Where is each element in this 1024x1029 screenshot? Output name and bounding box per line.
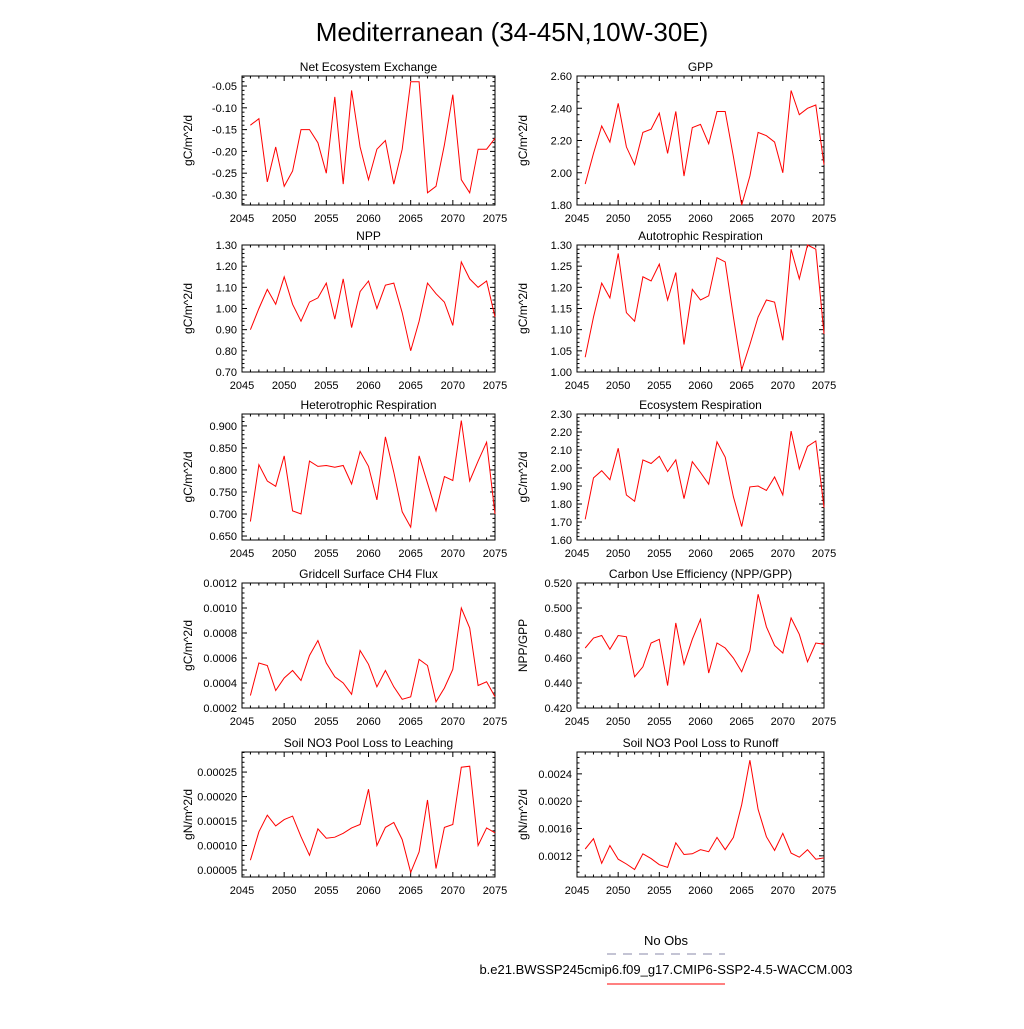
chart-panel [181,60,507,225]
y-tick-label: 1.80 [551,200,572,212]
chart-title: Gridcell Surface CH4 Flux [299,567,438,581]
plot-frame [577,414,824,540]
x-tick-label: 2045 [230,885,254,897]
y-tick-label: 0.00015 [197,816,237,828]
y-axis-label: gC/m^2/d [181,452,195,503]
chart-panel [181,398,507,560]
y-tick-label: 1.05 [551,346,572,358]
x-tick-label: 2075 [812,548,836,560]
chart-title: Heterotrophic Respiration [300,398,436,412]
y-tick-label: 0.800 [209,465,237,477]
y-tick-label: 1.20 [216,261,237,273]
y-tick-label: 2.40 [551,103,572,115]
plot-frame [577,752,824,877]
chart-panel [181,567,507,728]
y-tick-label: 1.80 [551,499,572,511]
x-tick-label: 2045 [230,380,254,392]
y-tick-label: 0.80 [216,346,237,358]
x-tick-label: 2055 [647,885,671,897]
plot-frame [242,245,495,372]
legend-obs-label: No Obs [644,933,689,948]
y-tick-label: 1.00 [216,304,237,316]
y-tick-label: 0.0012 [538,851,572,863]
y-axis-label: gN/m^2/d [181,789,195,840]
y-tick-label: -0.05 [212,81,237,93]
y-axis-label: gC/m^2/d [181,115,195,166]
y-tick-label: 0.750 [209,487,237,499]
y-tick-label: 1.20 [551,282,572,294]
x-tick-label: 2065 [398,213,422,225]
y-tick-label: 0.0016 [538,824,572,836]
y-tick-label: 0.460 [544,653,572,665]
plot-frame [242,583,495,708]
x-tick-label: 2075 [483,885,507,897]
plot-frame [242,414,495,540]
x-tick-label: 2060 [688,716,712,728]
y-tick-label: 0.700 [209,509,237,521]
x-tick-label: 2070 [771,213,795,225]
chart-panel [181,736,507,897]
plot-frame [577,76,824,205]
legend [479,933,852,984]
y-tick-label: 1.10 [216,282,237,294]
x-tick-label: 2045 [230,548,254,560]
x-tick-label: 2065 [398,548,422,560]
x-tick-label: 2070 [441,213,465,225]
y-tick-label: 1.30 [551,240,572,252]
x-tick-label: 2075 [812,213,836,225]
x-tick-label: 2055 [314,548,338,560]
x-tick-label: 2055 [647,213,671,225]
chart-panel [516,736,836,897]
y-tick-label: 2.20 [551,427,572,439]
y-axis-label: gN/m^2/d [516,789,530,840]
y-tick-label: 0.500 [544,603,572,615]
x-tick-label: 2050 [606,885,630,897]
y-tick-label: 1.00 [551,367,572,379]
x-tick-label: 2050 [272,885,296,897]
x-tick-label: 2055 [647,716,671,728]
y-tick-label: 1.10 [551,325,572,337]
y-tick-label: 0.00020 [197,792,237,804]
y-tick-label: 1.15 [551,304,572,316]
x-tick-label: 2065 [729,380,753,392]
plot-frame [577,583,824,708]
y-tick-label: 0.0010 [203,603,237,615]
x-tick-label: 2075 [812,380,836,392]
y-axis-label: gC/m^2/d [516,452,530,503]
x-tick-label: 2050 [606,380,630,392]
y-tick-label: 0.0004 [203,678,237,690]
chart-title: Soil NO3 Pool Loss to Leaching [284,736,453,750]
x-tick-label: 2055 [314,213,338,225]
y-axis-label: gC/m^2/d [181,283,195,334]
x-tick-label: 2065 [729,885,753,897]
y-tick-label: 0.440 [544,678,572,690]
series-line [250,262,495,351]
x-tick-label: 2065 [398,380,422,392]
x-tick-label: 2065 [729,716,753,728]
y-tick-label: 0.520 [544,578,572,590]
y-tick-label: -0.20 [212,146,237,158]
y-tick-label: -0.15 [212,125,237,137]
plot-frame [242,752,495,877]
y-tick-label: 1.30 [216,240,237,252]
x-tick-label: 2060 [356,716,380,728]
x-tick-label: 2065 [729,548,753,560]
y-tick-label: 0.420 [544,703,572,715]
chart-title: NPP [356,229,381,243]
y-tick-label: 0.00005 [197,865,237,877]
y-tick-label: 0.0012 [203,578,237,590]
x-tick-label: 2075 [812,885,836,897]
x-tick-label: 2060 [688,213,712,225]
chart-panel [516,60,836,225]
y-tick-label: 0.0020 [538,796,572,808]
chart-title: Ecosystem Respiration [639,398,762,412]
y-tick-label: 2.20 [551,136,572,148]
x-tick-label: 2045 [565,716,589,728]
chart-title: Net Ecosystem Exchange [300,60,438,74]
x-tick-label: 2060 [688,380,712,392]
chart-panel [516,398,836,560]
y-tick-label: 2.30 [551,409,572,421]
x-tick-label: 2055 [647,548,671,560]
x-tick-label: 2075 [483,548,507,560]
chart-title: Soil NO3 Pool Loss to Runoff [623,736,780,750]
y-tick-label: 0.0024 [538,769,572,781]
x-tick-label: 2060 [356,548,380,560]
x-tick-label: 2075 [812,716,836,728]
x-tick-label: 2060 [688,885,712,897]
y-axis-label: NPP/GPP [516,619,530,672]
x-tick-label: 2070 [441,548,465,560]
x-tick-label: 2050 [606,213,630,225]
y-tick-label: 0.650 [209,531,237,543]
series-line [585,91,824,206]
series-line [585,594,824,685]
series-line [250,421,495,528]
figure-title: Mediterranean (34-45N,10W-30E) [316,17,709,47]
x-tick-label: 2050 [272,716,296,728]
y-tick-label: 0.0002 [203,703,237,715]
y-tick-label: 1.60 [551,535,572,547]
y-tick-label: 0.480 [544,628,572,640]
x-tick-label: 2050 [606,548,630,560]
chart-title: Carbon Use Efficiency (NPP/GPP) [609,567,792,581]
y-tick-label: 0.00010 [197,841,237,853]
x-tick-label: 2045 [230,716,254,728]
y-tick-label: 1.70 [551,517,572,529]
y-tick-label: 0.0008 [203,628,237,640]
x-tick-label: 2050 [272,213,296,225]
x-tick-label: 2045 [565,885,589,897]
x-tick-label: 2055 [314,716,338,728]
y-tick-label: 2.60 [551,71,572,83]
x-tick-label: 2055 [314,885,338,897]
y-tick-label: 1.25 [551,261,572,273]
x-tick-label: 2050 [272,380,296,392]
x-tick-label: 2055 [647,380,671,392]
x-tick-label: 2065 [398,716,422,728]
y-axis-label: gC/m^2/d [516,283,530,334]
series-line [585,431,824,526]
x-tick-label: 2070 [441,885,465,897]
x-tick-label: 2070 [771,885,795,897]
x-tick-label: 2045 [565,380,589,392]
x-tick-label: 2065 [398,885,422,897]
x-tick-label: 2070 [771,716,795,728]
y-tick-label: -0.25 [212,168,237,180]
y-tick-label: 0.900 [209,421,237,433]
x-tick-label: 2055 [314,380,338,392]
series-line [585,245,824,370]
x-tick-label: 2070 [441,380,465,392]
chart-title: GPP [688,60,713,74]
x-tick-label: 2060 [688,548,712,560]
y-tick-label: 0.70 [216,367,237,379]
x-tick-label: 2075 [483,716,507,728]
y-tick-label: 0.0006 [203,653,237,665]
x-tick-label: 2060 [356,885,380,897]
y-tick-label: 2.10 [551,445,572,457]
x-tick-label: 2070 [771,548,795,560]
x-tick-label: 2070 [771,380,795,392]
x-tick-label: 2075 [483,213,507,225]
y-axis-label: gC/m^2/d [516,115,530,166]
x-tick-label: 2045 [565,213,589,225]
x-tick-label: 2060 [356,380,380,392]
y-axis-label: gC/m^2/d [181,620,195,671]
chart-panel [516,567,836,728]
x-tick-label: 2050 [606,716,630,728]
series-line [250,766,495,872]
x-tick-label: 2050 [272,548,296,560]
series-line [585,760,824,869]
y-tick-label: 0.850 [209,443,237,455]
x-tick-label: 2070 [441,716,465,728]
chart-title: Autotrophic Respiration [638,229,763,243]
y-tick-label: -0.30 [212,190,237,202]
x-tick-label: 2075 [483,380,507,392]
y-tick-label: 2.00 [551,463,572,475]
y-tick-label: 2.00 [551,168,572,180]
chart-panel [181,229,507,392]
chart-panel [516,229,836,392]
x-tick-label: 2045 [230,213,254,225]
y-tick-label: 0.90 [216,325,237,337]
y-tick-label: 0.00025 [197,767,237,779]
legend-model-label: b.e21.BWSSP245cmip6.f09_g17.CMIP6-SSP2-4.5-WACCM.003 [479,962,852,977]
y-tick-label: -0.10 [212,103,237,115]
x-tick-label: 2045 [565,548,589,560]
plot-frame [577,245,824,372]
series-line [250,608,495,702]
y-tick-label: 1.90 [551,481,572,493]
x-tick-label: 2065 [729,213,753,225]
series-line [250,82,495,193]
x-tick-label: 2060 [356,213,380,225]
